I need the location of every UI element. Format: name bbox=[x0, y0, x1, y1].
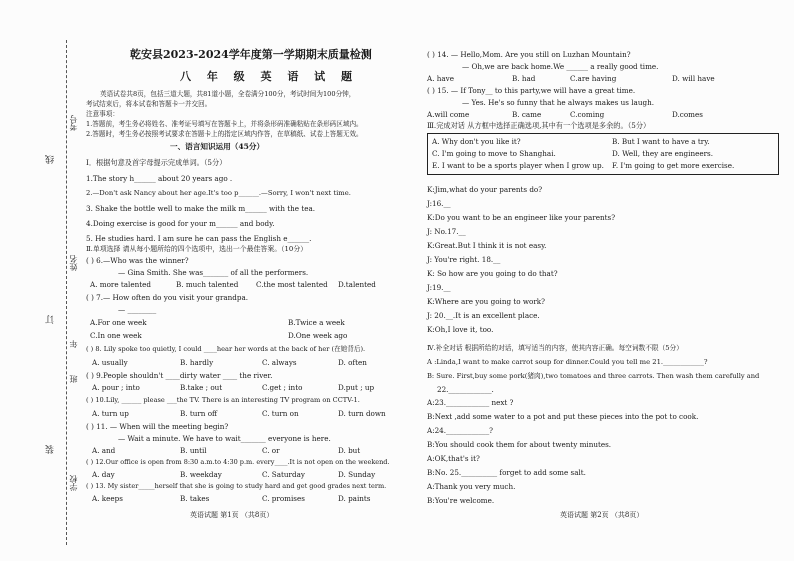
option: D. often bbox=[338, 358, 367, 367]
question-line: 4.Doing exercise is good for your m______ and body. bbox=[86, 219, 275, 228]
box-option: C. I'm going to move to Shanghai. bbox=[432, 149, 556, 158]
option: A. day bbox=[92, 470, 115, 479]
binding-strip bbox=[38, 40, 78, 545]
dialogue-line: 22.____________. bbox=[437, 385, 494, 394]
binding-label-name: 姓名 bbox=[69, 255, 78, 271]
section4-heading: Ⅳ.补全对话 根据所给的对话，填写适当的内容，使其内容正确。每空词数不限（5分） bbox=[427, 344, 683, 352]
question-line: ( ) 10.Lily, ______ please ___the TV. There is an interesting TV program on CCTV-1. bbox=[86, 396, 360, 404]
option: B. weekday bbox=[180, 470, 222, 479]
dialogue-line: A:24.____________? bbox=[427, 426, 494, 435]
option: B.Twice a week bbox=[288, 318, 345, 327]
option: B. came bbox=[512, 110, 542, 119]
intro-line: 英语试卷共8页，包括三道大题，共81道小题，全卷满分100分，考试时间为100分钟， bbox=[100, 90, 356, 98]
option: A. usually bbox=[92, 358, 128, 367]
dialogue-line: K:Great.But I think it is not easy. bbox=[427, 241, 547, 250]
option: A. more talented bbox=[90, 280, 151, 289]
dialogue-line: A:Thank you very much. bbox=[427, 482, 516, 491]
option: C. or bbox=[262, 446, 280, 455]
dialogue-line: B:No. 25.__________ forget to add some salt. bbox=[427, 468, 586, 477]
question-line: ( ) 13. My sister_____herself that she is going to study hard and get good grades next term. bbox=[86, 482, 387, 490]
question-line: 2.—Don't ask Nancy about her age.It's too p______.—Sorry, I won't next time. bbox=[86, 189, 351, 197]
dialogue-line: K:Do you want to be an engineer like your parents? bbox=[427, 213, 616, 222]
dialogue-line: K:Oh,I love it, too. bbox=[427, 325, 494, 334]
intro-line: 考试结束后，将本试卷和答题卡一并交回。 bbox=[86, 100, 212, 108]
option: D.talented bbox=[338, 280, 376, 289]
intro-line: 1.答题前，考生务必将姓名、准考证号填写在答题卡上，并将条形码准确粘贴在条形码区域内。 bbox=[86, 120, 363, 128]
exam-title: 乾安县2023-2024学年度第一学期期末质量检测 bbox=[130, 48, 372, 61]
question-line: ( ) 11. — When will the meeting begin? bbox=[86, 422, 229, 431]
binding-label-grade: 年 bbox=[69, 340, 78, 348]
dialogue-line: B:You should cook them for about twenty minutes. bbox=[427, 440, 612, 449]
exam-subtitle: 八 年 级 英 语 试 题 bbox=[180, 70, 358, 83]
option: A.For one week bbox=[90, 318, 147, 327]
question-line: 5. He studies hard. I am sure he can pass the English e______. bbox=[86, 234, 312, 243]
option: A. keeps bbox=[92, 494, 123, 503]
option: A. have bbox=[427, 74, 454, 83]
question-line: — ________ bbox=[118, 305, 157, 314]
option: C.get ; into bbox=[262, 383, 303, 392]
question-line: — Wait a minute. We have to wait_______ everyone is here. bbox=[118, 434, 331, 443]
page-footer: 英语试题 第2页 （共8页） bbox=[560, 511, 644, 519]
dialogue-line: B:You're welcome. bbox=[427, 496, 495, 505]
option: B. much talented bbox=[176, 280, 239, 289]
binding-word-pack: 装 bbox=[46, 445, 56, 454]
option: D. turn down bbox=[338, 409, 386, 418]
dialogue-line: A:OK,that's it? bbox=[427, 454, 480, 463]
option: C. Saturday bbox=[262, 470, 305, 479]
question-line: 1.The story h______ about 20 years ago . bbox=[86, 174, 233, 183]
dialogue-line: J: 20.__.It is an excellent place. bbox=[427, 311, 540, 320]
page-footer: 英语试题 第1页 （共8页） bbox=[190, 511, 274, 519]
option: C. promises bbox=[262, 494, 305, 503]
binding-label-exam-no: 考号 bbox=[69, 115, 78, 131]
option: A. pour ; into bbox=[92, 383, 140, 392]
option: D.One week ago bbox=[288, 331, 348, 340]
option: A. turn up bbox=[92, 409, 129, 418]
dialogue-line: A :Linda,I want to make carrot soup for dinner.Could you tell me 21.____________? bbox=[427, 358, 708, 366]
intro-line: 2.答题时，考生务必按照考试要求在答题卡上的指定区域内作答，在草稿纸、试卷上答题无效。 bbox=[86, 130, 363, 138]
option: B. had bbox=[512, 74, 536, 83]
dialogue-line: J: No.17.__ bbox=[427, 227, 466, 236]
dialogue-line: A:23.____________ next ? bbox=[427, 398, 514, 407]
option: D.put ; up bbox=[338, 383, 375, 392]
binding-word-line: 线 bbox=[46, 155, 56, 164]
option: B.take ; out bbox=[180, 383, 223, 392]
section3-heading: Ⅲ.完成对话 从方框中选择正确选项,其中有一个选项是多余的。（5分） bbox=[427, 121, 651, 130]
dialogue-line: J: You're right. 18.__ bbox=[427, 255, 501, 264]
binding-word-bind: 订 bbox=[46, 315, 56, 324]
dialogue-line: J:16.__ bbox=[427, 199, 451, 208]
option: B. until bbox=[180, 446, 207, 455]
dialogue-line: K:Where are you going to work? bbox=[427, 297, 545, 306]
box-option: B. But I want to have a try. bbox=[612, 137, 710, 146]
option: B. turn off bbox=[180, 409, 218, 418]
option: B. takes bbox=[180, 494, 210, 503]
dialogue-line: B: Sure. First,buy some pork(猪肉),two tomatoes and three carrots. Then wash them carefully and bbox=[427, 372, 760, 380]
question-line: ( ) 15. — If Tony__ to this party,we will have a great time. bbox=[427, 86, 636, 95]
option: C.are having bbox=[570, 74, 617, 83]
part1-title: 一、语言知识运用（45分） bbox=[170, 142, 265, 151]
dialogue-line: B:Next ,add some water to a pot and put these pieces into the pot to cook. bbox=[427, 412, 699, 421]
question-line: ( ) 8. Lily spoke too quietly, I could ____hear her words at the back of her (在她背后). bbox=[86, 345, 366, 353]
question-line: ( ) 12.Our office is open from 8:30 a.m.to 4:30 p.m. every____.It is not open on the weekend. bbox=[86, 458, 390, 466]
box-option: A. Why don't you like it? bbox=[432, 137, 521, 146]
option: D.comes bbox=[672, 110, 703, 119]
option: A.will come bbox=[427, 110, 470, 119]
option: C.the most talented bbox=[256, 280, 328, 289]
question-line: — Oh,we are back home.We ______ a really good time. bbox=[462, 62, 659, 71]
box-option: E. I want to be a sports player when I grow up. bbox=[432, 161, 604, 170]
question-line: — Gina Smith. She was_______ of all the performers. bbox=[118, 268, 309, 277]
box-option: F. I'm going to get more exercise. bbox=[612, 161, 735, 170]
binding-line bbox=[66, 40, 67, 545]
question-line: 3. Shake the bottle well to make the milk m______ with the tea. bbox=[86, 204, 316, 213]
option: D. paints bbox=[338, 494, 371, 503]
binding-label-class: 班 bbox=[69, 375, 78, 383]
option: B. hardly bbox=[180, 358, 214, 367]
option: D. but bbox=[338, 446, 361, 455]
option: C. always bbox=[262, 358, 297, 367]
question-line: ( ) 14. — Hello,Mom. Are you still on Luzhan Mountain? bbox=[427, 50, 631, 59]
option: C.coming bbox=[570, 110, 605, 119]
question-line: ( ) 7.— How often do you visit your grandpa. bbox=[86, 293, 249, 302]
section2-heading: Ⅱ.单项选择 请从每小题所给的四个选项中，选出一个最佳答案。（10分） bbox=[86, 245, 308, 253]
question-line: ( ) 9.People shouldn't ____dirty water ____ the river. bbox=[86, 371, 273, 380]
dialogue-line: K: So how are you going to do that? bbox=[427, 269, 558, 278]
option: A. and bbox=[92, 446, 116, 455]
option: C.In one week bbox=[90, 331, 142, 340]
dialogue-line: K:Jim,what do your parents do? bbox=[427, 185, 543, 194]
question-line: ( ) 6.—Who was the winner? bbox=[86, 256, 189, 265]
question-line: — Yes. He's so funny that he always makes us laugh. bbox=[462, 98, 654, 107]
dialogue-line: J:19.__ bbox=[427, 283, 451, 292]
section1-heading: Ⅰ．根据句意及首字母提示完成单词。（5分） bbox=[86, 158, 227, 167]
binding-label-school: 学校 bbox=[69, 475, 78, 491]
box-option: D. Well, they are engineers. bbox=[612, 149, 713, 158]
option: C. turn on bbox=[262, 409, 299, 418]
option: D. will have bbox=[672, 74, 715, 83]
intro-line: 注意事项： bbox=[86, 110, 119, 118]
option: D. Sunday bbox=[338, 470, 376, 479]
